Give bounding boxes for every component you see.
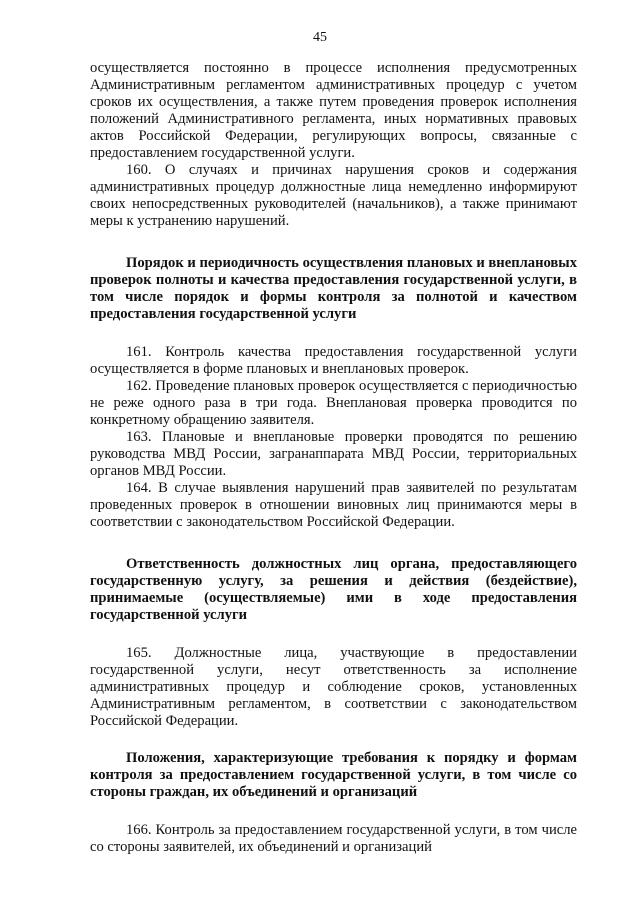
section-heading-inspections: Порядок и периодичность осуществления плановых и внеплановых проверок полноты и качества предоставления государственной услуги, в том числе порядок и формы контроля за полнотой и качеством предоставления государственной услуги [90, 255, 577, 322]
page-content [90, 60, 577, 856]
paragraph-continuation: осуществляется постоянно в процессе исполнения предусмотренных Административным регламентом административных процедур с учетом сроков их осуществления, а также путем проведения проверок исполнения положений Административного регламента, иных нормативных правовых актов Российской Федерации, регулирующих вопросы, связанные с предоставлением государственной услуги. [90, 60, 577, 161]
paragraph-165: 165. Должностные лица, участвующие в предоставлении государственной услуги, несут ответственность за исполнение административных процедур и соблюдение сроков, установленных Административным регламентом, в соответствии с законодательством Российской Федерации. [90, 645, 577, 729]
paragraph-164: 164. В случае выявления нарушений прав заявителей по результатам проведенных проверок в отношении виновных лиц принимаются меры в соответствии с законодательством Российской Федерации. [90, 480, 577, 530]
paragraph-166: 166. Контроль за предоставлением государственной услуги, в том числе со стороны заявителей, их объединений и организаций [90, 822, 577, 855]
page-number: 45 [313, 30, 327, 45]
section-heading-responsibility: Ответственность должностных лиц органа, предоставляющего государственную услугу, за решения и действия (бездействие), принимаемые (осуществляемые) ими в ходе предоставления государственной услуги [90, 556, 577, 623]
paragraph-162: 162. Проведение плановых проверок осуществляется с периодичностью не реже одного раза в три года. Внеплановая проверка проводится по конкретному обращению заявителя. [90, 378, 577, 428]
paragraph-163: 163. Плановые и внеплановые проверки проводятся по решению руководства МВД России, загранаппарата МВД России, территориальных органов МВД России. [90, 429, 577, 479]
paragraph-160: 160. О случаях и причинах нарушения сроков и содержания административных процедур должностные лица немедленно информируют своих непосредственных руководителей (начальников), а также принимают меры к устранению нарушений. [90, 162, 577, 229]
paragraph-161: 161. Контроль качества предоставления государственной услуги осуществляется в форме плановых и внеплановых проверок. [90, 344, 577, 377]
section-heading-control-provisions: Положения, характеризующие требования к порядку и формам контроля за предоставлением государственной услуги, в том числе со стороны граждан, их объединений и организаций [90, 750, 577, 800]
